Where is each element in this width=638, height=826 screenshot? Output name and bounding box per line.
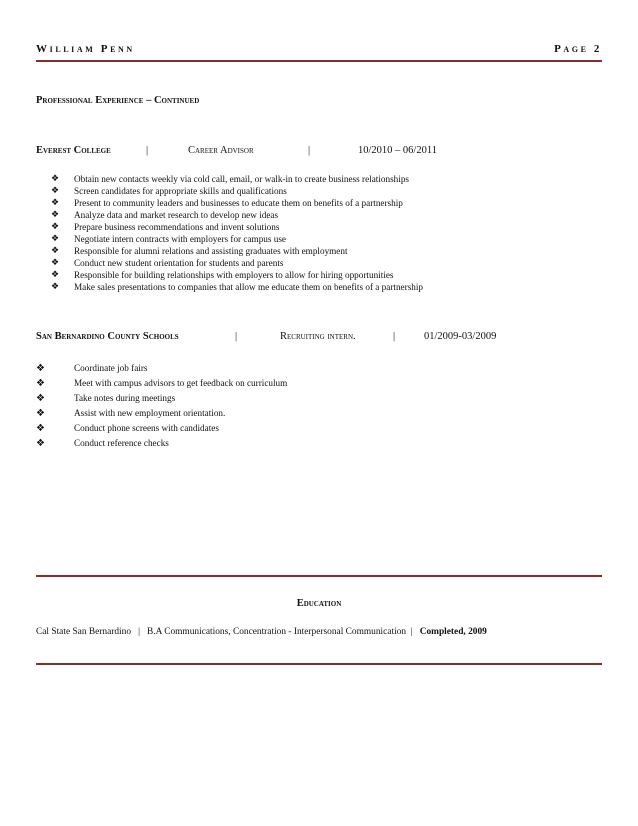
bullet-diamond-icon: ❖ xyxy=(36,393,45,404)
job-company: San Bernardino County Schools xyxy=(36,331,179,342)
list-item: ❖ Negotiate intern contracts with employers for campus use xyxy=(51,234,287,244)
header-rule xyxy=(36,60,602,62)
list-item: ❖ Obtain new contacts weekly via cold call, email, or walk-in to create business relationships xyxy=(51,174,409,184)
list-item: ❖ Prepare business recommendations and invent solutions xyxy=(51,222,280,232)
education-section-title: Education xyxy=(296,598,342,609)
list-item: ❖ Take notes during meetings xyxy=(36,393,176,404)
bullet-diamond-icon: ❖ xyxy=(51,246,60,256)
header-name: William Penn xyxy=(36,43,135,55)
job-bullets-everest xyxy=(36,173,602,293)
bullet-diamond-icon: ❖ xyxy=(36,363,45,374)
bullet-diamond-icon: ❖ xyxy=(51,258,60,268)
education-separator: | xyxy=(410,627,413,637)
education-entry xyxy=(36,627,487,637)
bullet-diamond-icon: ❖ xyxy=(51,234,60,244)
bullet-diamond-icon: ❖ xyxy=(51,222,60,232)
bullet-diamond-icon: ❖ xyxy=(51,270,60,280)
job-bullets-sbcs xyxy=(36,361,602,451)
education-separator: | xyxy=(138,627,140,637)
job-separator: | xyxy=(393,331,396,342)
job-dates: 01/2009-03/2009 xyxy=(424,331,497,342)
list-item: ❖ Conduct reference checks xyxy=(36,438,169,449)
education-status: Completed, 2009 xyxy=(419,627,487,637)
list-item: ❖ Responsible for alumni relations and assisting graduates with employment xyxy=(51,246,348,256)
list-item: ❖ Responsible for building relationships with employers to allow for hiring opportunities xyxy=(51,270,394,280)
bullet-diamond-icon: ❖ xyxy=(36,423,45,434)
education-bottom-rule xyxy=(36,663,602,665)
list-item: ❖ Meet with campus advisors to get feedback on curriculum xyxy=(36,378,288,389)
experience-section-title: Professional Experience – Continued xyxy=(36,95,200,106)
education-top-rule xyxy=(36,575,602,577)
list-item: ❖ Conduct new student orientation for students and parents xyxy=(51,258,284,268)
header-page-label: Page 2 xyxy=(554,43,602,55)
bullet-diamond-icon: ❖ xyxy=(51,210,60,220)
bullet-diamond-icon: ❖ xyxy=(51,282,60,292)
list-item: ❖ Conduct phone screens with candidates xyxy=(36,423,219,434)
bullet-diamond-icon: ❖ xyxy=(36,438,45,449)
list-item: ❖ Make sales presentations to companies that allow me educate them on benefits of a partnership xyxy=(51,282,424,292)
list-item: ❖ Coordinate job fairs xyxy=(36,363,148,374)
job-company: Everest College xyxy=(36,145,111,156)
list-item: ❖ Assist with new employment orientation. xyxy=(36,408,226,419)
job-heading-everest xyxy=(36,145,602,159)
education-degree: B.A Communications, Concentration - Interpersonal Communication xyxy=(147,627,407,637)
job-title: Career Advisor xyxy=(188,145,254,156)
bullet-diamond-icon: ❖ xyxy=(51,198,60,208)
bullet-diamond-icon: ❖ xyxy=(36,408,45,419)
bullet-diamond-icon: ❖ xyxy=(36,378,45,389)
list-item: ❖ Present to community leaders and businesses to educate them on benefits of a partnership xyxy=(51,198,403,208)
job-heading-sbcs xyxy=(36,331,602,345)
job-separator: | xyxy=(308,145,311,156)
list-item: ❖ Screen candidates for appropriate skills and qualifications xyxy=(51,186,287,196)
bullet-diamond-icon: ❖ xyxy=(51,174,60,184)
job-dates: 10/2010 – 06/2011 xyxy=(358,145,437,156)
bullet-diamond-icon: ❖ xyxy=(51,186,60,196)
list-item: ❖ Analyze data and market research to develop new ideas xyxy=(51,210,279,220)
job-separator: | xyxy=(146,145,149,156)
education-school: Cal State San Bernardino xyxy=(36,627,132,637)
job-separator: | xyxy=(235,331,238,342)
job-title: Recruiting intern. xyxy=(280,331,356,342)
